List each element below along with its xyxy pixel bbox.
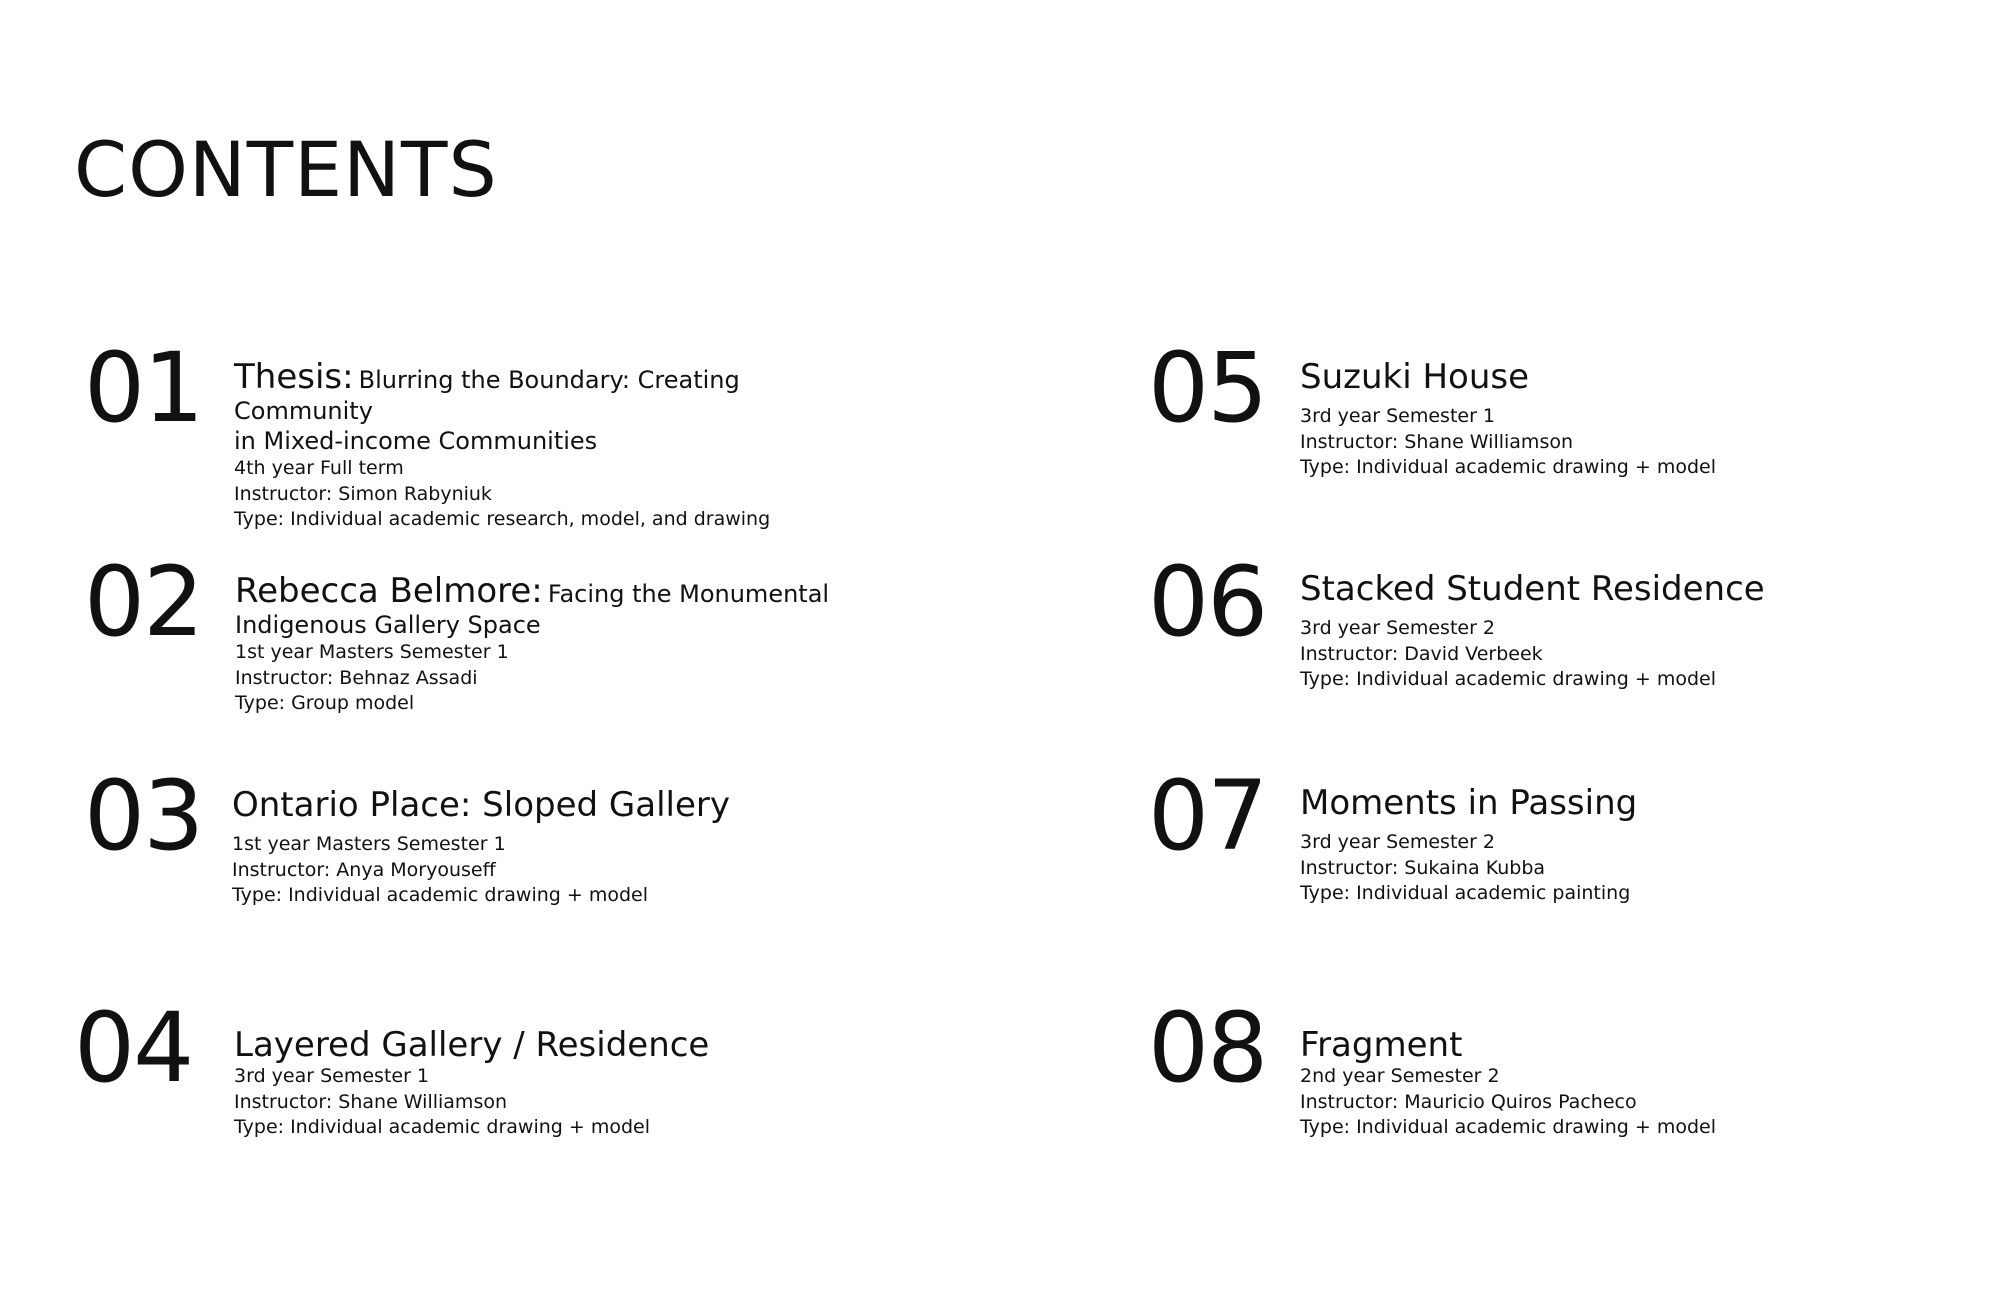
entry-number: 06 [1148, 546, 1267, 658]
entry-title: Suzuki House [1300, 357, 1530, 397]
entry-number: 02 [84, 546, 203, 658]
entry-subtitle: Blurring the Boundary: Creating Community [234, 366, 740, 425]
entry-type: Type: Individual academic drawing + model [234, 1116, 651, 1138]
entry-year: 3rd year Semester 1 [234, 1065, 430, 1087]
entry-subtitle-line2: Indigenous Gallery Space [235, 611, 541, 639]
entry-year: 3rd year Semester 2 [1300, 617, 1496, 639]
entry-instructor: Instructor: David Verbeek [1300, 642, 1543, 665]
entry-number: 05 [1148, 332, 1267, 444]
entry-instructor: Instructor: Sukaina Kubba [1300, 856, 1546, 879]
entry-type: Type: Individual academic drawing + model [1300, 668, 1717, 690]
entry-number: 03 [84, 760, 203, 872]
entry-year: 3rd year Semester 1 [1300, 405, 1496, 427]
entry-title: Rebecca Belmore: [235, 571, 543, 611]
entry-instructor: Instructor: Shane Williamson [234, 1090, 508, 1113]
entry-instructor: Instructor: Simon Rabyniuk [234, 482, 492, 505]
entry-title: Fragment [1300, 1025, 1463, 1065]
entry-type: Type: Individual academic drawing + model [1300, 456, 1717, 478]
entry-type: Type: Individual academic research, model, and drawing [234, 508, 771, 530]
entry-type: Type: Individual academic painting [1300, 882, 1631, 904]
entry-year: 4th year Full term [234, 457, 404, 479]
entry-instructor: Instructor: Behnaz Assadi [235, 666, 478, 689]
entry-year: 1st year Masters Semester 1 [232, 833, 506, 855]
entry-title: Layered Gallery / Residence [234, 1025, 710, 1065]
entry-title: Thesis: [234, 357, 354, 397]
entry-number: 07 [1148, 760, 1267, 872]
entry-type: Type: Individual academic drawing + model [232, 884, 649, 906]
entry-year: 2nd year Semester 2 [1300, 1065, 1500, 1087]
entry-number: 08 [1148, 992, 1267, 1104]
entry-title: Moments in Passing [1300, 783, 1638, 823]
entry-subtitle-line2: in Mixed-income Communities [234, 427, 598, 455]
entry-number: 01 [84, 332, 203, 444]
page-title: CONTENTS [74, 125, 498, 214]
entry-title: Stacked Student Residence [1300, 569, 1765, 609]
entry-type: Type: Group model [235, 692, 415, 714]
entry-year: 3rd year Semester 2 [1300, 831, 1496, 853]
entry-title: Ontario Place: Sloped Gallery [232, 785, 730, 825]
entry-instructor: Instructor: Shane Williamson [1300, 430, 1574, 453]
entry-subtitle: Facing the Monumental [547, 580, 830, 608]
entry-instructor: Instructor: Anya Moryouseff [232, 858, 496, 881]
entry-type: Type: Individual academic drawing + model [1300, 1116, 1717, 1138]
entry-year: 1st year Masters Semester 1 [235, 641, 509, 663]
entry-instructor: Instructor: Mauricio Quiros Pacheco [1300, 1090, 1637, 1113]
entry-number: 04 [74, 992, 193, 1104]
